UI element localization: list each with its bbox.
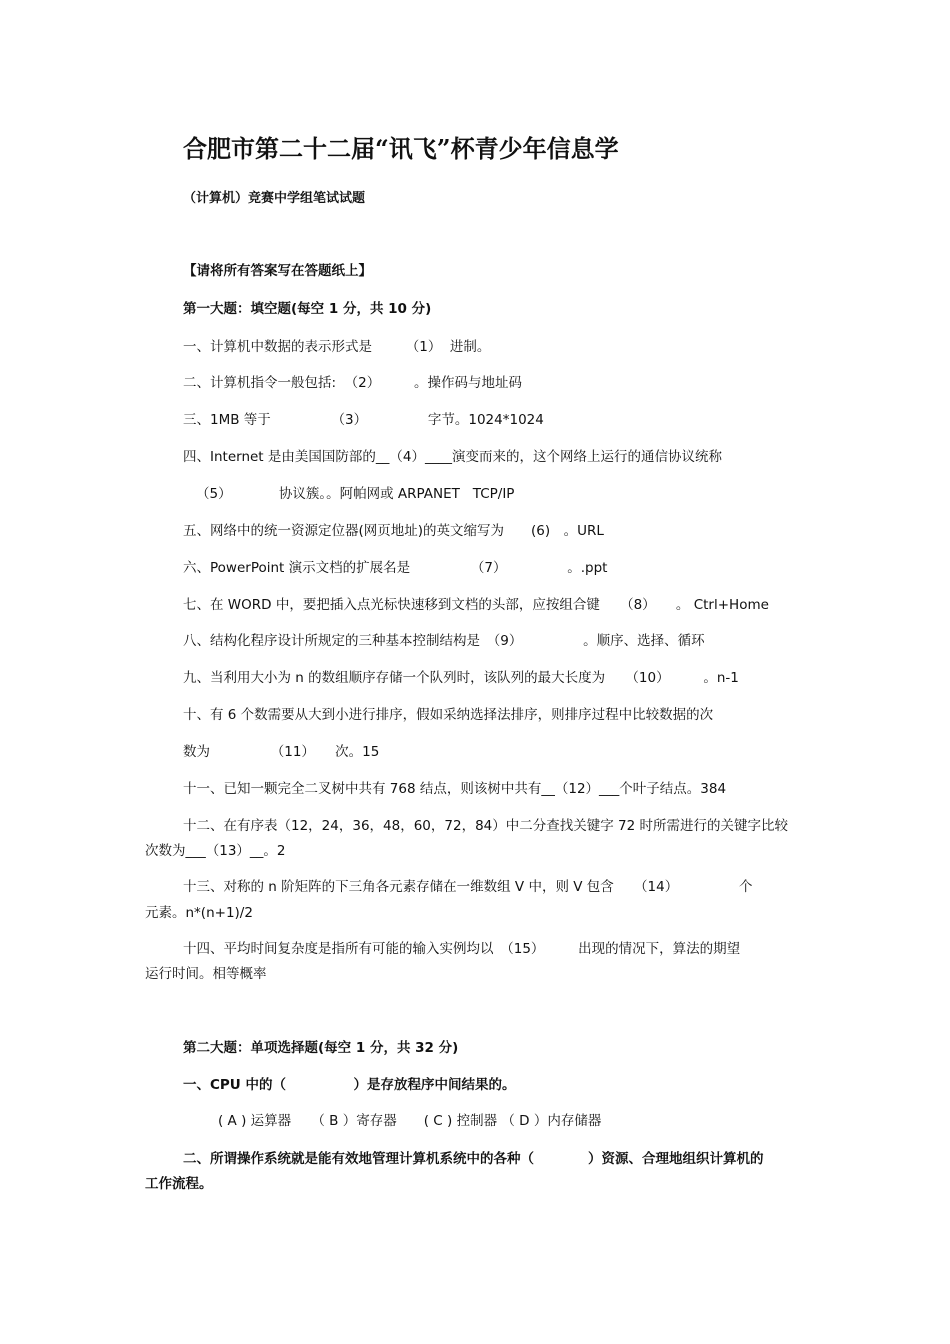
answer-note: 【请将所有答案写在答题纸上】 [183,263,372,279]
question-line: 十三、对称的 n 阶矩阵的下三角各元素存储在一维数组 V 中，则 V 包含 （14） 个 [183,879,753,895]
question-line: 一、计算机中数据的表示形式是 （1） 进制。 [183,339,491,355]
page-subtitle: （计算机）竞赛中学组笔试试题 [183,191,366,206]
question-line: 四、Internet 是由美国国防部的__（4）____演变而来的，这个网络上运行的通信协议统称 [183,449,722,465]
question-line: 二、所谓操作系统就是能有效地管理计算机系统中的各种（ ）资源、合理地组织计算机的 [183,1151,764,1167]
question-line: 十四、平均时间复杂度是指所有可能的输入实例均以 （15） 出现的情况下，算法的期望 [183,941,741,957]
question-line: 元素。n*(n+1)/2 [145,905,253,921]
page-title: 合肥市第二十二届“讯飞”杯青少年信息学 [183,134,619,163]
question-line: 数为 （11） 次。15 [183,744,380,760]
question-line: （5） 协议簇。。阿帕网或 ARPANET TCP/IP [196,486,515,502]
question-line: 六、PowerPoint 演示文档的扩展名是 （7） 。.ppt [183,560,608,576]
question-line: 十、有 6 个数需要从大到小进行排序，假如采纳选择法排序，则排序过程中比较数据的次 [183,707,714,723]
question-line: 工作流程。 [145,1176,213,1192]
question-line: 次数为___（13）__。2 [145,843,286,859]
question-line: 十一、已知一颗完全二叉树中共有 768 结点，则该树中共有__（12）___个叶子结点。384 [183,781,727,797]
question-line: 三、1MB 等于 （3） 字节。1024*1024 [183,412,544,428]
question-line: 一、CPU 中的（ ）是存放程序中间结果的。 [183,1077,516,1093]
question-line: 七、在 WORD 中，要把插入点光标快速移到文档的头部，应按组合键 （8） 。 Ctrl+Home [183,597,769,613]
question-line: 二、计算机指令一般包括: （2） 。操作码与地址码 [183,375,522,391]
section2-heading: 第二大题：单项选择题(每空 1 分，共 32 分) [183,1040,459,1056]
question-line: 五、网络中的统一资源定位器(网页地址)的英文缩写为 (6) 。URL [183,523,604,539]
question-line: 九、当利用大小为 n 的数组顺序存储一个队列时，该队列的最大长度为 （10） 。n-1 [183,670,739,686]
question-line: 八、结构化程序设计所规定的三种基本控制结构是 （9） 。顺序、选择、循环 [183,633,705,649]
section1-heading: 第一大题：填空题(每空 1 分，共 10 分) [183,301,432,317]
question-line: 十二、在有序表（12，24，36，48，60，72，84）中二分查找关键字 72 时所需进行的关键字比较 [183,818,789,834]
question-line: 运行时间。相等概率 [145,966,267,982]
answer-options: ( A ) 运算器 （ B ）寄存器 ( C ) 控制器 （ D ）内存储器 [218,1113,602,1129]
